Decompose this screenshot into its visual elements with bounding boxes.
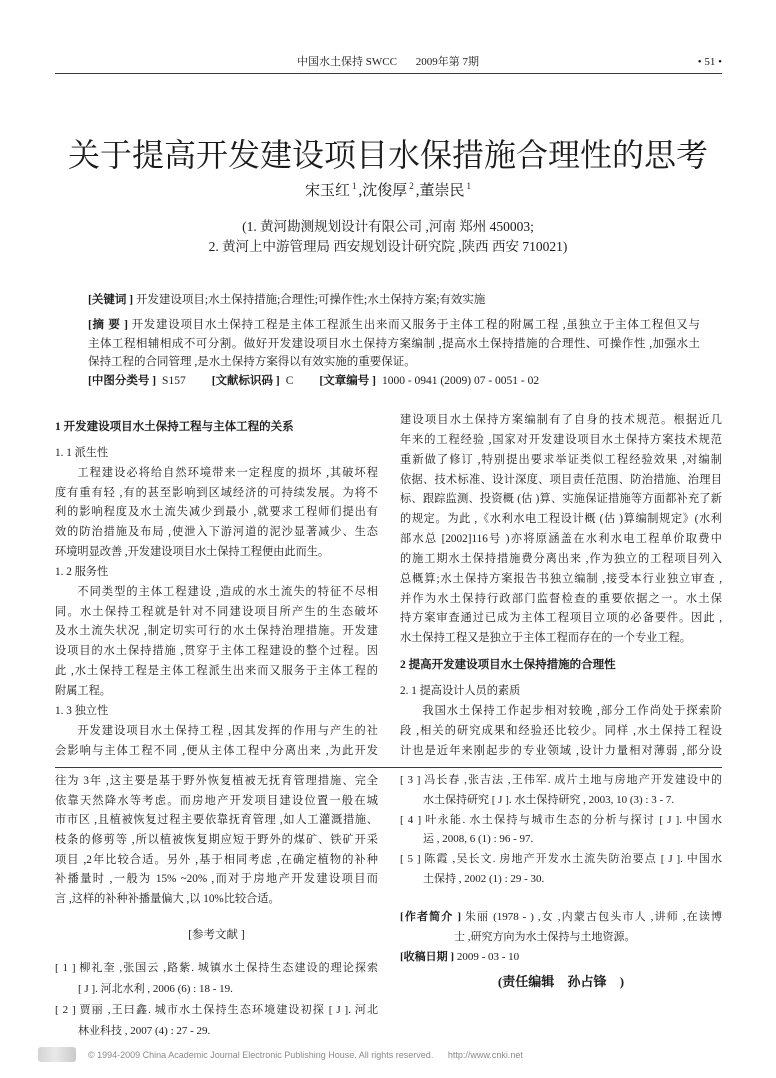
author-name: 董崇民 (419, 183, 465, 199)
body-text-line: 的规定。为此 ,《水利水电工程设计概 (估 )算编制规定》(水利 (400, 513, 722, 526)
body-text-line: 环境明显改善 ,开发建设项目水土保持工程便由此而生。 (55, 546, 330, 559)
body-text-line: 水土保持工程又是独立于主体工程而存在的一个专业工程。 (400, 632, 691, 645)
author-bio-label: [作者简介 ] (400, 911, 461, 923)
body-text-line: 言 ,这样的补种补播量偏大 ,以 10%比较合适。 (55, 893, 280, 906)
abstract-line: 保持工程的合同管理 ,是水土保持方案得以有效实施的重要保证。 (88, 356, 416, 369)
references-list-right (400, 771, 722, 890)
received-date-label: [收稿日期 ] (400, 951, 455, 963)
references-heading: [参考文献 ] (188, 929, 245, 941)
body-text-line: 利的影响程度及水土流失减少到最小 ,就要求工程师们提出有 (55, 506, 378, 519)
author-affiliation-mark: 1 (351, 181, 357, 191)
issue-number: 2009年第 7期 (415, 56, 479, 68)
document-code-label: [文献标识码 ] (211, 375, 280, 387)
cnki-logo (38, 1047, 76, 1062)
body-text-line: 建设项目水土保持方案编制有了自身的技术规范。根据近几 (400, 414, 722, 426)
body-text-line: 并作为水土保持行政部门监督检查的重要依据之一。水土保 (400, 592, 722, 605)
section-heading: 1 开发建设项目水土保持工程与主体工程的关系 (55, 421, 294, 433)
body-text-line: 效的防治措施及布局 ,使泄入下游河道的泥沙显著减少、生态 (55, 526, 378, 539)
journal-name: 中国水土保持 SWCC (297, 56, 397, 68)
keywords-label: [关键词 ] (88, 294, 134, 306)
body-text-line: 总概算;水土保持方案报告书独立编制 ,接受本行业独立审查 , (400, 572, 722, 585)
body-text-line: 计也是近年来刚起步的专业领域 ,设计力量相对薄弱 ,部分设 (400, 744, 722, 757)
body-text-line: 及水土流失状况 ,制定切实可行的水土保持治理措施。开发建 (55, 625, 378, 638)
references-list-left (55, 958, 378, 1042)
author-bio-line: 士 ,研究方向为水土保持与土地资源。 (454, 931, 636, 943)
body-text-line: 会影响与主体工程不同 ,便从主体工程中分离出来 ,为此开发 (55, 744, 378, 757)
subsection-heading: 2. 1 提高设计人员的素质 (400, 684, 521, 697)
footer-url-link[interactable]: http://www.cnki.net (447, 1050, 523, 1060)
author-bio-block (400, 907, 722, 967)
article-number: 1000 - 0941 (2009) 07 - 0051 - 02 (381, 375, 540, 387)
body-text-line: 我国水土保持工作起步相对较晚 ,部分工作尚处于探索阶 (422, 704, 722, 717)
keywords (88, 291, 700, 310)
body-text-line: 持方案审查通过已成为主体工程项目立项的必备要件。因此 , (400, 612, 722, 625)
abstract-text: 开发建设项目水土保持工程是主体工程派生出来而又服务于主体工程的附属工程 ,虽独立于主体工程但又与 (131, 319, 700, 331)
header-rule (55, 73, 722, 74)
article-title: 关于提高开发建设项目水保措施合理性的思考 (67, 137, 708, 173)
author-separator: , (358, 183, 363, 199)
author-bio-text: 朱丽 (1978 - ) ,女 ,内蒙古包头市人 ,讲师 ,在读博 (464, 911, 722, 923)
reference-entry: [ 4 ] 叶永能. 水土保持与城市生态的分析与探讨 [ J ]. 中国水 (400, 813, 722, 826)
body-text-line: 补播量时 ,一般为 15% ~20% ,而对于房地产开发建设项目而 (55, 873, 378, 886)
reference-entry: [ 2 ] 贾丽 ,王曰鑫. 城市水土保持生态环境建设初探 [ J ]. 河北 (55, 1004, 378, 1016)
body-text-line: 段 ,相关的研究成果和经验还比较少。同样 ,水土保持工程设 (400, 724, 722, 737)
body-text-line: 此 ,水土保持工程是主体工程派生出来而又服务于主体工程的 (55, 665, 378, 678)
body-text-line: 依据、技术标准、设计深度、项目责任范围、防治措施、治理目 (400, 473, 722, 486)
body-text-line: 项目 ,2年比较合适。另外 ,基于相同考虑 ,在确定植物的补种 (55, 853, 378, 866)
page-number: • 51 • (697, 56, 722, 68)
reference-entry: [ 5 ] 陈霞 ,吴长文. 房地产开发水土流失防治要点 [ J ]. 中国水 (400, 853, 722, 866)
received-date-line (400, 947, 722, 967)
reference-entry-continuation: 土保持 , 2002 (1) : 29 - 30. (423, 872, 545, 885)
document-code: C (285, 375, 294, 387)
previous-article-closing-text (55, 772, 378, 910)
author-affiliation-mark: 1 (466, 181, 472, 191)
author-bio-line (400, 907, 722, 927)
responsible-editor: (责任编辑 孙占锋 ) (497, 974, 625, 989)
article-divider-rule (55, 767, 722, 768)
body-text-line: 市市区 ,且植被恢复过程主要依靠抚育管理 ,如人工灌溉措施、 (55, 814, 378, 827)
reference-entry-continuation: 林业科技 , 2007 (4) : 27 - 29. (78, 1025, 211, 1037)
copyright-text: © 1994-2009 China Academic Journal Electronic Publishing House. All rights reserved. (88, 1050, 434, 1060)
reference-entry: [ 1 ] 柳礼奎 ,张国云 ,路紫. 城镇水土保持生态建设的理论探索 (55, 962, 378, 974)
classification-line (88, 372, 700, 391)
body-text-line: 重新做了修订 ,特别提出要求举证类似工程经验效果 ,对编制 (400, 453, 722, 466)
received-date: 2009 - 03 - 10 (456, 951, 520, 963)
author-name: 宋玉红 (304, 183, 350, 199)
body-text-line: 往为 3年 ,这主要是基于野外恢复植被无抚育管理措施、完全 (55, 775, 378, 787)
body-text-line: 设项目的水土保持措施 ,贯穿于主体工程建设的整个过程。因 (55, 645, 378, 658)
article-number-label: [文章编号 ] (319, 375, 376, 387)
abstract-label: [摘 要 ] (88, 319, 128, 331)
body-text-line: 依靠天然降水等考虑。而房地产开发项目建设位置一般在城 (55, 794, 378, 807)
reference-entry-continuation: 水土保持研究 [ J ]. 水土保持研究 , 2003, 10 (3) : 3 - 7. (423, 793, 675, 806)
abstract (88, 316, 700, 372)
reference-entry: [ 3 ] 冯长春 ,张吉法 ,王伟军. 成片土地与房地产开发建设中的 (400, 774, 722, 786)
affiliation-line: 2. 黄河上中游管理局 西安规划设计研究院 ,陕西 西安 710021) (208, 239, 568, 254)
affiliation-line: (1. 黄河勘测规划设计有限公司 ,河南 郑州 450003; (242, 219, 534, 234)
author-list (0, 181, 776, 201)
clc-number: S157 (162, 375, 186, 387)
abstract-line: 主体工程相辅相成不可分割。做好开发建设项目水土保持方案编制 ,提高水土保持措施的合理性、可操作性 ,加强水土 (88, 337, 700, 350)
body-text-line: 枝条的修剪等 ,所以植被恢复期应短于野外的煤矿、铁矿开采 (55, 834, 378, 847)
subsection-heading: 1. 3 独立性 (55, 704, 109, 717)
body-text-line: 部水总 [2002]116号 )亦将原涵盖在水利水电工程单价取费中 (400, 533, 722, 546)
article-left-column (55, 411, 378, 761)
reference-entry-continuation: [ J ]. 河北水利 , 2006 (6) : 18 - 19. (78, 983, 233, 995)
body-text-line: 标、跟踪监测、投资概 (估 )算、实施保证措施等方面都补充了新 (400, 493, 722, 506)
body-text-line: 的施工期水土保持措施费分离出来 ,作为独立的工程项目列入 (400, 552, 722, 565)
subsection-heading: 1. 1 派生性 (55, 446, 109, 459)
subsection-heading: 1. 2 服务性 (55, 565, 109, 578)
author-name: 沈俊厚 (362, 183, 408, 199)
body-text-line: 度有重有轻 ,有的甚至影响到区域经济的可持续发展。为将不 (55, 486, 378, 499)
body-text-line: 年来的工程经验 ,国家对开发建设项目水土保持方案技术规范 (400, 433, 722, 446)
body-text-line: 不同类型的主体工程建设 ,造成的水土流失的特征不尽相 (77, 585, 378, 598)
article-right-column (400, 411, 722, 761)
section-heading: 2 提高开发建设项目水土保持措施的合理性 (400, 659, 616, 672)
author-affiliation-mark: 2 (409, 181, 414, 191)
running-head (0, 54, 776, 70)
copyright-footer (88, 1048, 523, 1062)
body-text-line: 工程建设必将给自然环境带来一定程度的损坏 ,其破坏程 (77, 466, 378, 479)
body-text-line: 同。水土保持工程就是针对不同建设项目所产生的生态破坏 (55, 605, 378, 618)
reference-entry-continuation: 运 , 2008, 6 (1) : 96 - 97. (423, 833, 534, 846)
author-separator: , (415, 183, 420, 199)
abstract-line (88, 316, 700, 335)
body-text-line: 附属工程。 (55, 684, 111, 697)
body-text-line: 开发建设项目水土保持工程 ,因其发挥的作用与产生的社 (77, 724, 378, 737)
keywords-text: 开发建设项目;水土保持措施;合理性;可操作性;水土保持方案;有效实施 (135, 294, 486, 306)
clc-label: [中图分类号 ] (88, 375, 157, 387)
